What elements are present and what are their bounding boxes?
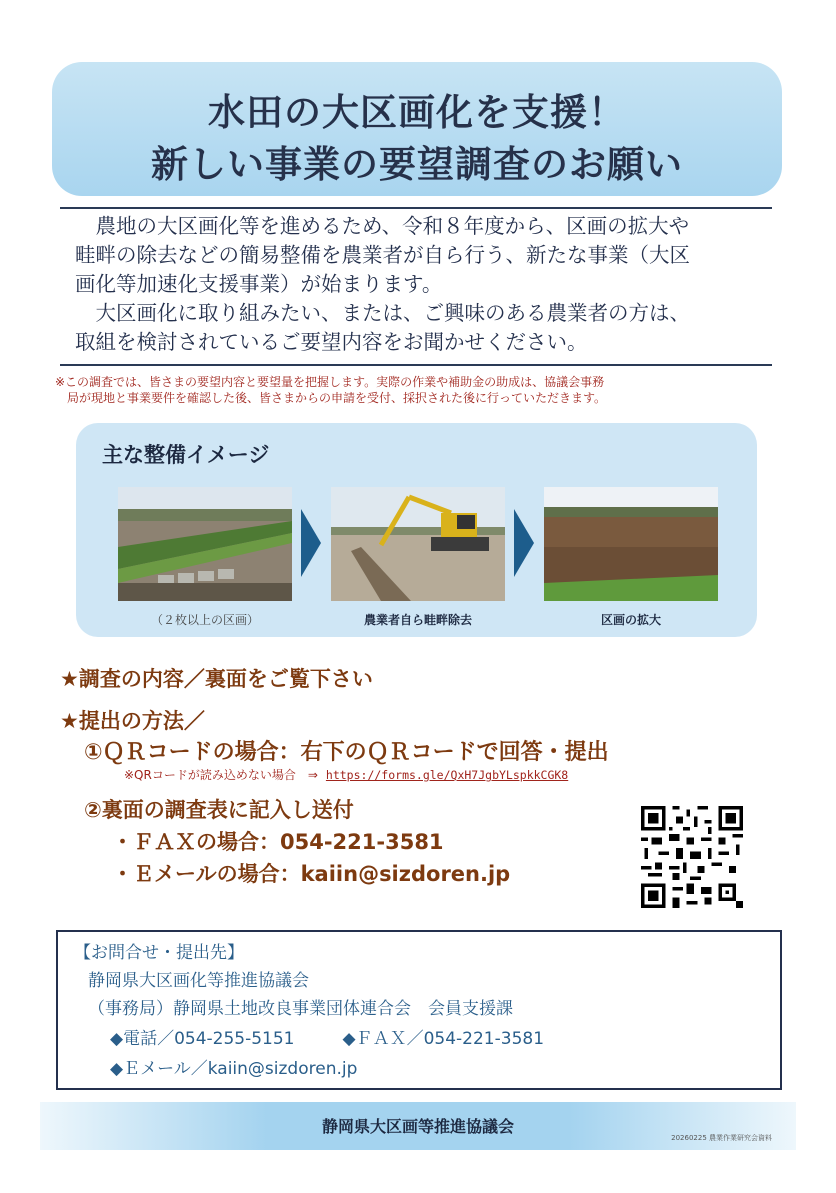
arrow-right-icon — [514, 509, 534, 577]
contact-email: ◆Ｅメール／kaiin@sizdoren.jp — [110, 1059, 358, 1079]
footer-banner — [40, 1102, 796, 1150]
title-line-2: 新しい事業の要望調査のお願い — [151, 143, 683, 186]
intro-line: 畦畔の除去などの簡易整備を農業者が自ら行う、新たな事業（大区 — [75, 243, 690, 267]
intro-line: 画化等加速化支援事業）が始まります。 — [75, 272, 443, 296]
qr-code-icon[interactable] — [641, 806, 743, 908]
caption-enlargement: 区画の拡大 — [600, 613, 661, 627]
caption-ridge-removal: 農業者自ら畦畔除去 — [363, 613, 472, 627]
excavator-photo — [331, 487, 505, 601]
contact-office: （事務局）静岡県土地改良事業団体連合会 会員支援課 — [88, 999, 513, 1019]
intro-paragraph — [75, 212, 775, 357]
contact-fax: ◆ＦＡＸ／054-221-3581 — [342, 1029, 545, 1049]
qr-submission-item: ①ＱＲコードの場合：右下のＱＲコードで回答・提出 — [84, 740, 609, 765]
contact-phone-fax-row — [110, 1024, 544, 1049]
intro-line: 取組を検討されているご要望内容をお聞かせください。 — [75, 330, 588, 354]
improvement-image-panel — [76, 423, 757, 637]
paper-submission-item: ②裏面の調査表に記入し送付 — [84, 798, 354, 822]
note-line-1: ※この調査では、皆さまの要望内容と要望量を把握します。実際の作業や補助金の助成は、協議会事務 — [55, 375, 605, 389]
qr-fallback-note — [124, 766, 568, 783]
title-line-1: 水田の大区画化を支援！ — [208, 91, 626, 134]
footer-doc-code: 20260225 農業作業研究会資料 — [671, 1134, 772, 1142]
contact-phone: ◆電話／054-255-5151 — [110, 1029, 295, 1049]
intro-line: 農地の大区画化等を進めるため、令和８年度から、区画の拡大や — [75, 214, 690, 238]
intro-line: 大区画化に取り組みたい、または、ご興味のある農業者の方は、 — [75, 301, 690, 325]
arrow-right-icon — [301, 509, 321, 577]
divider-bottom — [60, 364, 772, 366]
submission-method-heading: ★提出の方法／ — [60, 709, 205, 733]
survey-note — [55, 374, 785, 406]
contact-heading: 【お問合せ・提出先】 — [74, 943, 244, 963]
title-banner — [52, 62, 782, 196]
survey-form-link[interactable]: https://forms.gle/QxH7JgbYLspkkCGK8 — [325, 768, 569, 782]
note-line-2: 局が現地と事業要件を確認した後、皆さまからの申請を受付、採択された後に行っていただきます。 — [67, 391, 607, 405]
image-heading: 主な整備イメージ — [102, 443, 270, 467]
survey-contents-heading: ★調査の内容／裏面をご覧下さい — [60, 667, 373, 691]
enlarged-field-photo — [544, 487, 718, 601]
caption-before: （２枚以上の区画） — [150, 613, 259, 627]
divider-top — [60, 207, 772, 209]
footer-organization: 静岡県大区画等推進協議会 — [321, 1117, 514, 1136]
paddy-field-before-photo — [118, 487, 292, 601]
fax-submission-item: ・ＦＡＸの場合：054-221-3581 — [112, 830, 444, 854]
contact-info-box — [56, 930, 782, 1090]
qr-fallback-text: ※QRコードが読み込めない場合 ⇒ — [124, 768, 318, 782]
email-submission-item: ・Ｅメールの場合：kaiin@sizdoren.jp — [112, 862, 511, 886]
contact-organization: 静岡県大区画化等推進協議会 — [88, 971, 309, 991]
